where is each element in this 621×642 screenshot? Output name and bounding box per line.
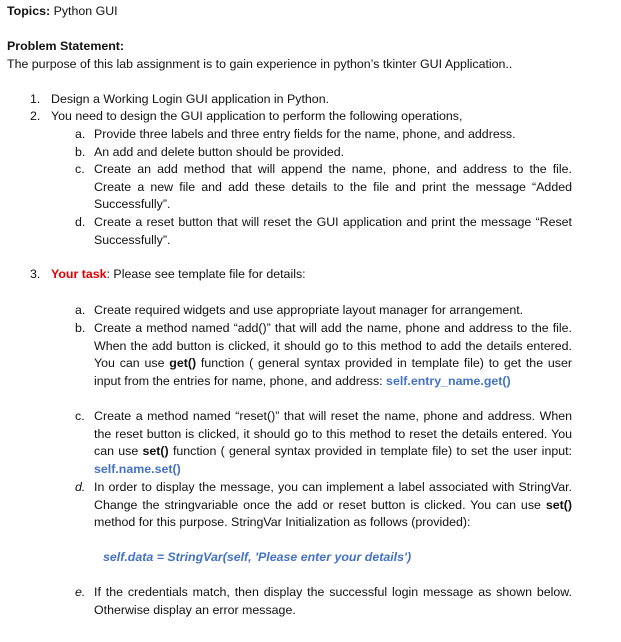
sub-num: c. xyxy=(75,409,85,423)
sub-num: b. xyxy=(75,145,86,159)
text: Create a method named “reset()” that will reset the name, phone and address. When the reset button is clicked, it should go to this method to reset the details entered. You can use xyxy=(94,409,572,459)
sub-num: a. xyxy=(75,303,86,317)
sub-text-c xyxy=(94,408,572,478)
item-num: 1. xyxy=(30,92,41,106)
task-text: : Please see template file for details: xyxy=(106,267,306,281)
code-snippet: self.data = StringVar(self, 'Please enter your details') xyxy=(103,550,412,564)
topics-line xyxy=(7,3,118,21)
task-line xyxy=(51,266,306,284)
topics-label: Topics: xyxy=(7,4,51,18)
sub-num: d. xyxy=(75,480,86,494)
sub-text: Create a reset button that will reset the GUI application and print the message “Reset Successfully”. xyxy=(94,215,572,247)
sub-text: Create required widgets and use appropriate layout manager for arrangement. xyxy=(94,303,524,317)
task-num: 3. xyxy=(30,267,41,281)
sub-text: Provide three labels and three entry fields for the name, phone, and address. xyxy=(94,127,516,141)
item-text: Design a Working Login GUI application in Python. xyxy=(51,92,330,106)
sub-num: b. xyxy=(75,321,86,335)
sub-text-b xyxy=(94,320,572,390)
item-text: You need to design the GUI application to perform the following operations, xyxy=(51,109,463,123)
item-num: 2. xyxy=(30,109,41,123)
code-bold: set() xyxy=(142,444,169,459)
code-snippet: self.entry_name.get() xyxy=(386,373,511,388)
topics-value: Python GUI xyxy=(50,4,118,18)
text: method for this purpose. StringVar Initialization as follows (provided): xyxy=(94,515,471,530)
code-bold: get() xyxy=(169,356,197,371)
text: function ( general syntax provided in template file) to get the user input from the entries for name, phone, and address: xyxy=(94,356,572,388)
task-label: Your task xyxy=(51,267,107,281)
sub-text: If the credentials match, then display the successful login message as shown below. Otherwise display an error message. xyxy=(94,585,572,617)
problem-text: The purpose of this lab assignment is to gain experience in python’s tkinter GUI Application.. xyxy=(7,57,513,71)
code-bold: set() xyxy=(545,497,572,512)
sub-num: a. xyxy=(75,127,86,141)
sub-num: e. xyxy=(75,585,86,599)
code-snippet: self.name.set() xyxy=(94,461,181,476)
sub-text-d xyxy=(94,479,572,532)
sub-text: Create an add method that will append the name, phone, and address to the file. Create a new file and add these details to the file and print the message “Added Successfully”. xyxy=(94,162,572,212)
sub-num: c. xyxy=(75,162,85,176)
sub-text: An add and delete button should be provided. xyxy=(94,145,345,159)
text: function ( general syntax provided in template file) to set the user input: xyxy=(168,444,572,459)
text: In order to display the message, you can implement a label associated with StringVar. Change the stringvariable once the add or reset button is clicked. You can use xyxy=(94,480,572,512)
problem-heading: Problem Statement: xyxy=(7,39,125,53)
text: Create a method named “add()” that will add the name, phone and address to the file. When the add button is clicked, it should go to this method to add the details entered. You can use xyxy=(94,321,572,371)
sub-num: d. xyxy=(75,215,86,229)
